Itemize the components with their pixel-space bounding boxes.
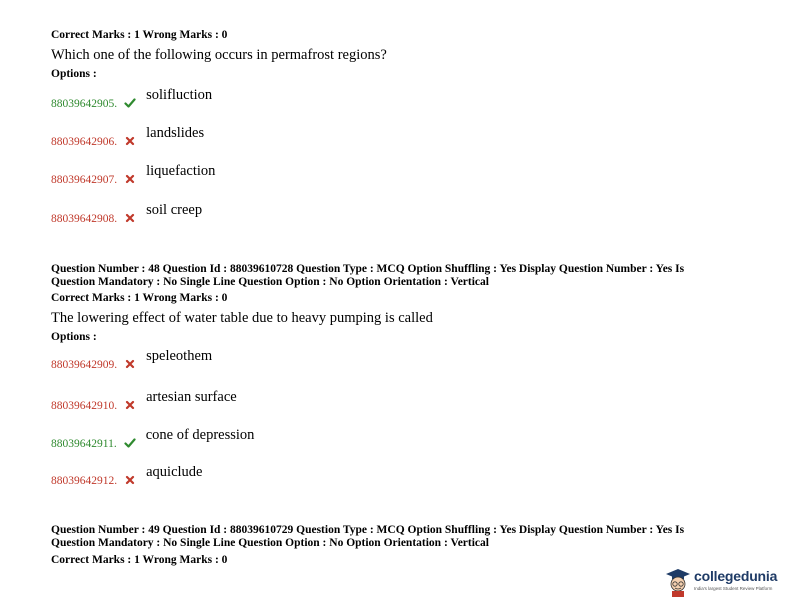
q48-option-4	[51, 464, 203, 489]
q47-option-3	[51, 163, 216, 188]
option-text: liquefaction	[146, 163, 216, 179]
q49-meta	[51, 524, 751, 550]
option-id: 88039642905.	[51, 98, 118, 110]
q49-marks: Correct Marks : 1 Wrong Marks : 0	[51, 554, 228, 566]
q48-option-2	[51, 389, 237, 414]
collegedunia-logo	[664, 566, 782, 600]
option-text: solifluction	[146, 87, 213, 103]
cross-icon	[124, 212, 136, 224]
q47-option-4	[51, 202, 203, 227]
option-id: 88039642909.	[51, 359, 118, 371]
q48-meta-line2: Question Mandatory : No Single Line Question Option : No Option Orientation : Vertical	[51, 276, 489, 288]
option-text: artesian surface	[146, 389, 237, 405]
option-text: speleothem	[146, 348, 213, 364]
cross-icon	[124, 173, 136, 185]
q47-question-text: Which one of the following occurs in permafrost regions?	[51, 47, 387, 63]
q47-marks: Correct Marks : 1 Wrong Marks : 0	[51, 29, 228, 41]
q48-question-text: The lowering effect of water table due to heavy pumping is called	[51, 310, 433, 326]
option-text: cone of depression	[145, 427, 255, 443]
q48-meta	[51, 263, 751, 289]
logo-name: collegedunia	[694, 568, 778, 584]
q47-option-2	[51, 125, 205, 150]
option-text: landslides	[146, 125, 205, 141]
q48-option-1	[51, 348, 213, 373]
option-id: 88039642910.	[51, 400, 118, 412]
q48-marks: Correct Marks : 1 Wrong Marks : 0	[51, 292, 228, 304]
q48-options-label: Options :	[51, 331, 97, 343]
cross-icon	[124, 358, 136, 370]
logo-tagline: India's largest Student Review Platform	[694, 586, 773, 591]
option-id: 88039642911.	[51, 438, 117, 450]
q48-option-3	[51, 427, 255, 452]
q47-option-1	[51, 87, 213, 112]
option-id: 88039642906.	[51, 136, 118, 148]
option-id: 88039642908.	[51, 213, 118, 225]
option-id: 88039642907.	[51, 174, 118, 186]
q49-meta-line2: Question Mandatory : No Single Line Question Option : No Option Orientation : Vertical	[51, 537, 489, 549]
cross-icon	[124, 474, 136, 486]
checkmark-icon	[124, 97, 136, 109]
q49-meta-line1: Question Number : 49 Question Id : 88039610729 Question Type : MCQ Option Shuffling : Yes Display Question Number : Yes Is	[51, 524, 685, 536]
option-text: aquiclude	[146, 464, 203, 480]
cross-icon	[124, 399, 136, 411]
q47-options-label: Options :	[51, 68, 97, 80]
option-text: soil creep	[146, 202, 203, 218]
cross-icon	[124, 135, 136, 147]
mascot-icon	[664, 566, 692, 598]
checkmark-icon	[124, 437, 136, 449]
option-id: 88039642912.	[51, 475, 118, 487]
q48-meta-line1: Question Number : 48 Question Id : 88039610728 Question Type : MCQ Option Shuffling : Yes Display Question Number : Yes Is	[51, 263, 685, 275]
